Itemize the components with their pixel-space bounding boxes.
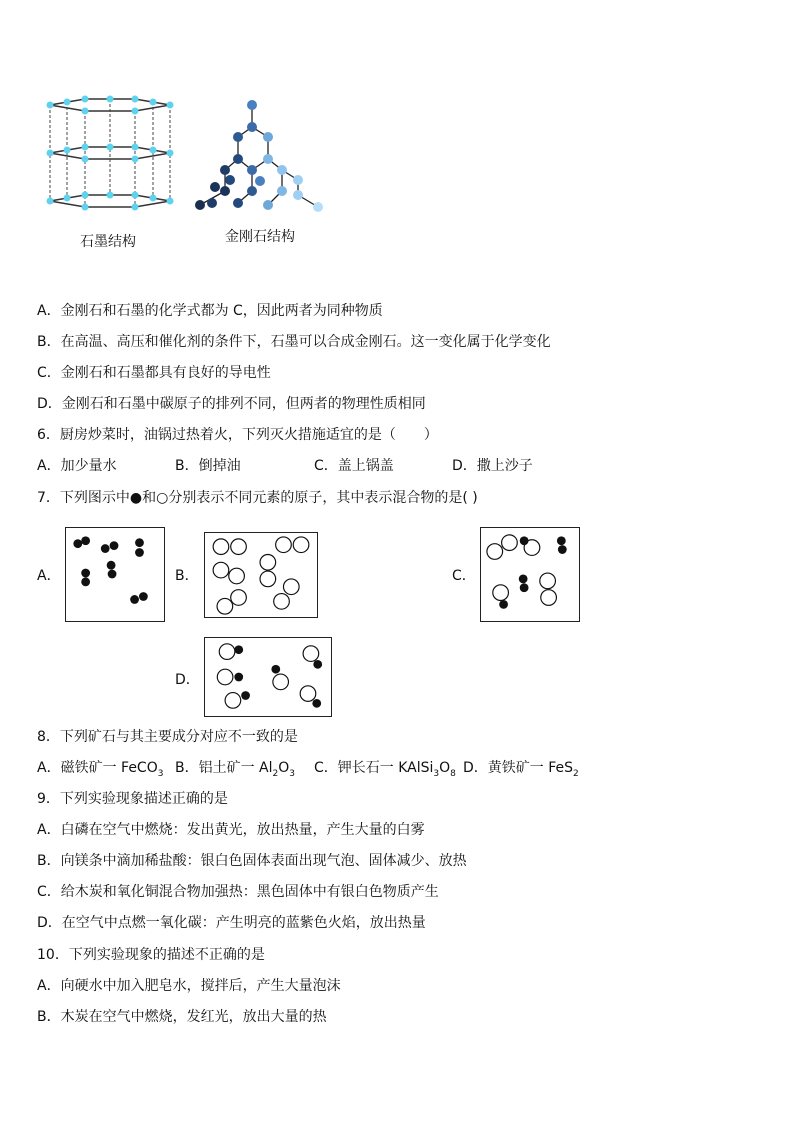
q7-stem: 7．下列图示中●和○分别表示不同元素的原子，其中表示混合物的是( ) [37,490,478,506]
q5-option-a: A．金刚石和石墨的化学式都为 C，因此两者为同种物质 [37,303,383,319]
q8-option-a: A．磁铁矿一 FeCO$_3$ [37,760,164,779]
q7-label-d: D． [175,672,200,688]
q5-option-d: D．金刚石和石墨中碳原子的排列不同，但两者的物理性质相同 [37,396,426,412]
q7-diagram-d [204,637,332,717]
q9-option-c: C．给木炭和氧化铜混合物加强热：黑色固体中有银白色物质产生 [37,884,439,900]
q9-stem: 9．下列实验现象描述正确的是 [37,791,228,807]
graphite-structure-figure [45,95,180,220]
q10-option-b: B．木炭在空气中燃烧，发红光，放出大量的热 [37,1009,327,1025]
q7-label-c: C． [452,568,476,584]
q9-option-b: B．向镁条中滴加稀盐酸：银白色固体表面出现气泡、固体减少、放热 [37,853,467,869]
graphite-caption: 石墨结构 [80,234,136,250]
q8-option-b: B．铝土矿一 $Al_2O_3$ [175,760,296,779]
q8-option-c: C．钾长石一 $KAlSi_3O_8$ [314,760,456,779]
q7-diagram-a [65,527,165,622]
q6-option-c: C．盖上锅盖 [314,458,394,474]
diamond-caption: 金刚石结构 [225,229,295,245]
q7-label-a: A． [37,568,61,584]
q9-option-d: D．在空气中点燃一氧化碳：产生明亮的蓝紫色火焰，放出热量 [37,915,426,931]
q6-option-a: A．加少量水 [37,458,117,474]
q6-stem: 6．厨房炒菜时，油锅过热着火，下列灭火措施适宜的是（ ） [37,427,438,443]
q6-option-b: B．倒掉油 [175,458,241,474]
q7-diagram-b [204,532,318,618]
q5-option-b: B．在高温、高压和催化剂的条件下，石墨可以合成金刚石。这一变化属于化学变化 [37,334,551,350]
q6-option-d: D．撒上沙子 [452,458,533,474]
q10-option-a: A．向硬水中加入肥皂水，搅拌后，产生大量泡沫 [37,978,341,994]
diamond-structure-figure [190,95,330,215]
q9-option-a: A．白磷在空气中燃烧：发出黄光，放出热量，产生大量的白雾 [37,822,425,838]
q10-stem: 10．下列实验现象的描述不正确的是 [37,947,265,963]
q7-diagram-c [480,527,580,622]
q8-option-d: D．黄铁矿一 FeS$_2$ [463,760,579,779]
q7-label-b: B． [175,568,199,584]
q5-option-c: C．金刚石和石墨都具有良好的导电性 [37,365,271,381]
q8-stem: 8．下列矿石与其主要成分对应不一致的是 [37,729,298,745]
